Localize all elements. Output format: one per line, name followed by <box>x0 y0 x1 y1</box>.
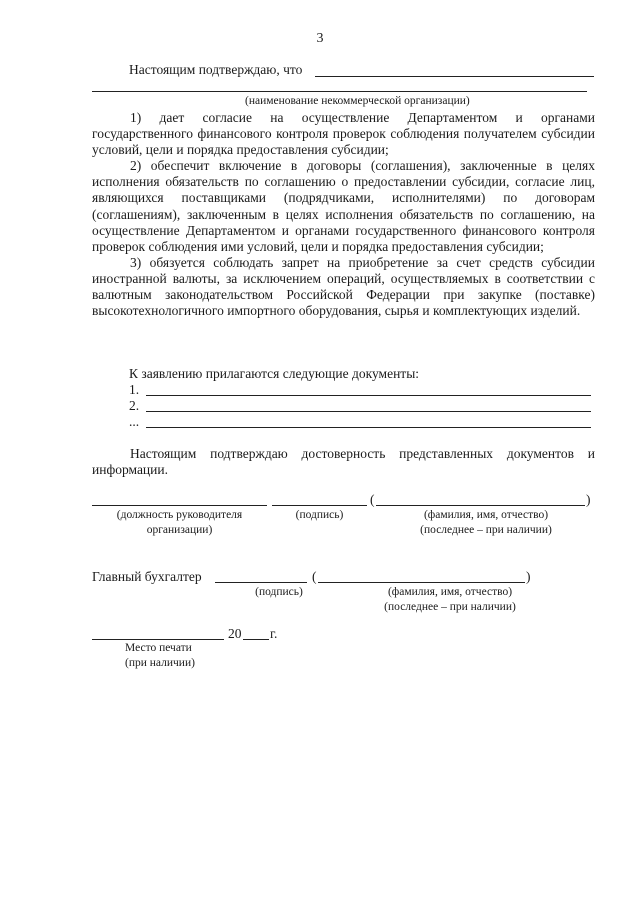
accountant-signature-blank[interactable] <box>215 582 307 583</box>
attachment-marker-2: 2. <box>129 398 140 413</box>
attachment-blank-1[interactable] <box>146 395 591 396</box>
year-prefix: 20 <box>228 626 242 641</box>
accountant-signature-caption: (подпись) <box>255 586 303 598</box>
item-2: 2) обеспечит включение в договоры (соглашения), заключенные в целях исполнения обязательств по соглашению о предоставлении субсидии, согласие лиц, являющихся поставщиками (подрядчиками, исполнителями) по договорам (соглашениям), заключенным в целях исполнения обязательств по соглашению, на осуществление Департаментом и органами государственного финансового контроля проверок соблюдения ими условий, цели и порядка предоставления субсидии; <box>92 158 595 254</box>
org-name-blank-1[interactable] <box>315 76 594 77</box>
item-3: 3) обязуется соблюдать запрет на приобретение за счет средств субсидии иностранной валюты, за исключением операций, осуществляемых в соответствии с валютным законодательством Российской Федерации при закупке (поставке) высокотехнологичного импортного оборудования, сырья и комплектующих изделий. <box>92 254 595 319</box>
accountant-name-close-paren: ) <box>526 569 531 584</box>
head-name-open-paren: ( <box>370 492 375 507</box>
head-name-caption-2: (последнее – при наличии) <box>420 524 552 536</box>
accountant-name-blank[interactable] <box>318 582 525 583</box>
item-1: 1) дает согласие на осуществление Департаментом и органами государственного финансового контроля проверок соблюдения получателем субсидии условий, цели и порядка предоставления субсидии; <box>92 110 595 158</box>
confirm-intro: Настоящим подтверждаю, что <box>129 62 303 77</box>
head-position-caption-2: организации) <box>146 524 213 536</box>
accountant-name-caption-2: (последнее – при наличии) <box>384 601 516 613</box>
attachment-blank-2[interactable] <box>146 411 591 412</box>
head-position-blank[interactable] <box>92 505 267 506</box>
accountant-name-caption-1: (фамилия, имя, отчество) <box>387 586 513 598</box>
head-position-caption-1: (должность руководителя <box>116 509 243 521</box>
accountant-label: Главный бухгалтер <box>92 569 202 584</box>
head-name-close-paren: ) <box>586 492 591 507</box>
year-blank[interactable] <box>243 639 269 640</box>
accountant-name-open-paren: ( <box>312 569 317 584</box>
seal-caption-2: (при наличии) <box>125 657 195 669</box>
attachment-marker-1: 1. <box>129 382 140 397</box>
date-blank[interactable] <box>92 639 224 640</box>
year-suffix: г. <box>270 626 278 641</box>
head-name-blank[interactable] <box>376 505 585 506</box>
org-name-blank-2[interactable] <box>92 91 587 92</box>
consent-items <box>92 110 595 319</box>
attachment-marker-3: ... <box>129 414 140 429</box>
org-name-caption: (наименование некоммерческой организации) <box>245 95 470 107</box>
page-number: 3 <box>316 31 324 46</box>
reliability-statement: Настоящим подтверждаю достоверность представленных документов и информации. <box>92 446 595 478</box>
head-name-caption-1: (фамилия, имя, отчество) <box>423 509 549 521</box>
head-signature-blank[interactable] <box>272 505 367 506</box>
attachment-blank-3[interactable] <box>146 427 591 428</box>
seal-caption-1: Место печати <box>125 642 192 654</box>
head-signature-caption: (подпись) <box>295 509 344 521</box>
attachments-heading: К заявлению прилагаются следующие документы: <box>129 366 420 381</box>
